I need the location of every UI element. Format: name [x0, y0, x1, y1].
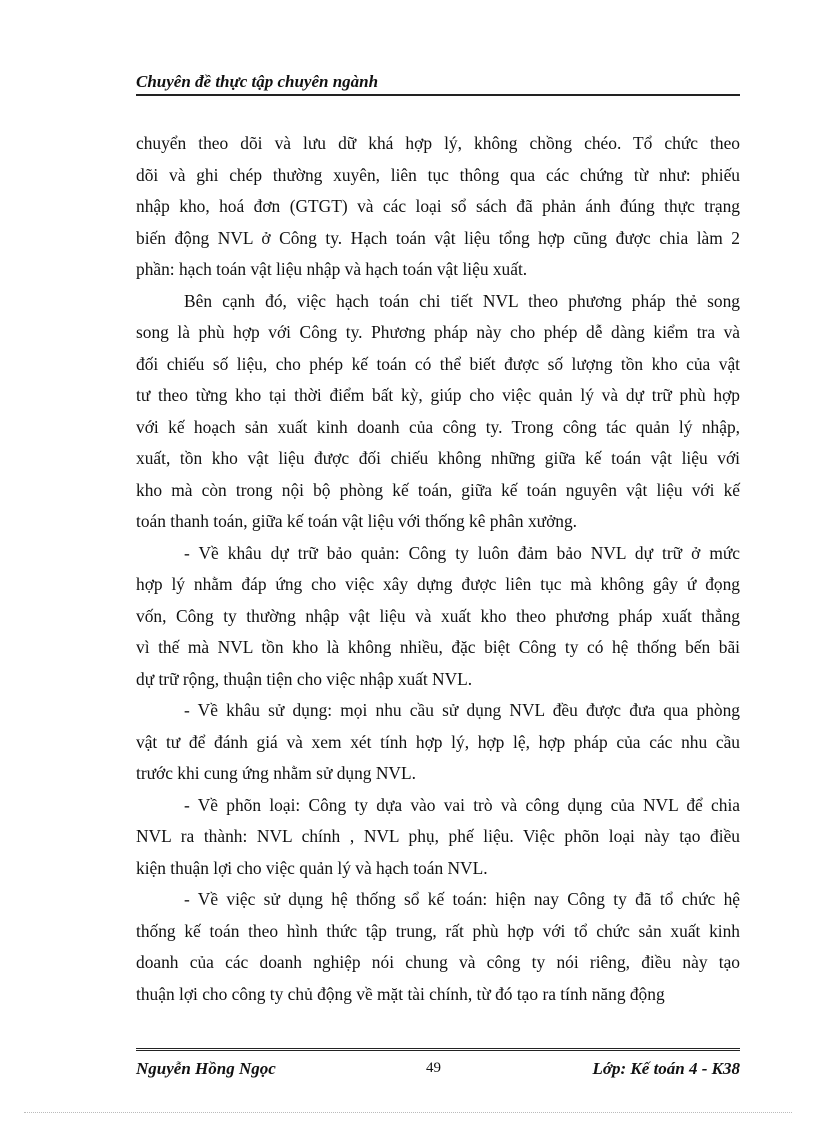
- text-line: biến động NVL ở Công ty. Hạch toán vật liệu tổng hợp cũng được chia làm 2: [136, 227, 740, 248]
- paragraph: [136, 790, 740, 885]
- text-line: kiện thuận lợi cho việc quản lý và hạch toán NVL.: [136, 857, 488, 878]
- footer-author: Nguyễn Hồng Ngọc: [136, 1059, 276, 1078]
- text-line: - Về khâu dự trữ bảo quản: Công ty luôn đảm bảo NVL dự trữ ở mức: [184, 542, 740, 563]
- text-line: vì thế mà NVL tồn kho là không nhiều, đặc biệt Công ty có hệ thống bến bãi: [136, 637, 740, 657]
- text-line: dự trữ rộng, thuận tiện cho việc nhập xuất NVL.: [136, 668, 473, 689]
- text-line: kho mà còn trong nội bộ phòng kế toán, giữa kế toán nguyên vật liệu với kế: [136, 479, 740, 500]
- text-line: - Về phõn loại: Công ty dựa vào vai trò và công dụng của NVL để chia: [184, 794, 740, 815]
- paragraph: [136, 128, 740, 286]
- paragraph: [136, 286, 740, 538]
- text-line: nhập kho, hoá đơn (GTGT) và các loại sổ sách đã phản ánh đúng thực trạng: [136, 196, 740, 216]
- paragraph: [136, 538, 740, 696]
- text-line: đối chiếu số liệu, cho phép kế toán có thể biết được số lượng tồn kho của vật: [136, 353, 740, 374]
- text-line: phần: hạch toán vật liệu nhập và hạch toán vật liệu xuất.: [136, 259, 528, 279]
- paragraph: [136, 695, 740, 790]
- page-edge-divider: [24, 1112, 792, 1113]
- text-line: chuyển theo dõi và lưu dữ khá hợp lý, không chồng chéo. Tổ chức theo: [136, 133, 740, 153]
- footer-class: Lớp: Kế toán 4 - K38: [592, 1059, 740, 1078]
- header-title: Chuyên đề thực tập chuyên ngành: [136, 72, 379, 91]
- text-line: song là phù hợp với Công ty. Phương pháp này cho phép dễ dàng kiểm tra và: [136, 322, 740, 342]
- text-line: trước khi cung ứng nhằm sử dụng NVL.: [136, 763, 416, 783]
- text-line: thống kế toán theo hình thức tập trung, rất phù hợp với tổ chức sản xuất kinh: [136, 920, 740, 941]
- text-line: tư theo từng kho tại thời điểm bất kỳ, giúp cho việc quản lý và dự trữ phù hợp: [136, 385, 740, 405]
- page-header: [136, 70, 740, 96]
- text-line: xuất, tồn kho vật liệu được đối chiếu không những giữa kế toán vật liệu với: [136, 448, 740, 468]
- text-line: vốn, Công ty thường nhập vật liệu và xuất kho theo phương pháp xuất thẳng: [136, 605, 740, 626]
- text-line: - Về khâu sử dụng: mọi nhu cầu sử dụng NVL đều được đưa qua phòng: [184, 700, 740, 720]
- text-line: thuận lợi cho công ty chủ động về mặt tài chính, từ đó tạo ra tính năng động: [136, 983, 665, 1004]
- page-number: 49: [426, 1060, 441, 1076]
- text-line: dõi và ghi chép thường xuyên, liên tục thông qua các chứng từ như: phiếu: [136, 164, 740, 185]
- text-line: - Về việc sử dụng hệ thống sổ kế toán: hiện nay Công ty đã tổ chức hệ: [184, 889, 740, 909]
- text-line: với kế hoạch sản xuất kinh doanh của công ty. Trong công tác quản lý nhập,: [136, 416, 740, 437]
- document-body: [136, 128, 740, 1010]
- text-line: vật tư để đánh giá và xem xét tính hợp lý, hợp lệ, hợp pháp của các nhu cầu: [136, 731, 740, 752]
- text-line: toán thanh toán, giữa kế toán vật liệu với thống kê phân xưởng.: [136, 511, 577, 531]
- text-line: Bên cạnh đó, việc hạch toán chi tiết NVL theo phương pháp thẻ song: [184, 290, 740, 311]
- page-footer: [136, 1048, 740, 1081]
- paragraph: [136, 884, 740, 1010]
- text-line: hợp lý nhằm đáp ứng cho việc xây dựng được liên tục mà không gây ứ đọng: [136, 574, 740, 594]
- text-line: NVL ra thành: NVL chính , NVL phụ, phế liệu. Việc phõn loại này tạo điều: [136, 826, 740, 846]
- text-line: doanh của các doanh nghiệp nói chung và công ty nói riêng, điều này tạo: [136, 952, 740, 972]
